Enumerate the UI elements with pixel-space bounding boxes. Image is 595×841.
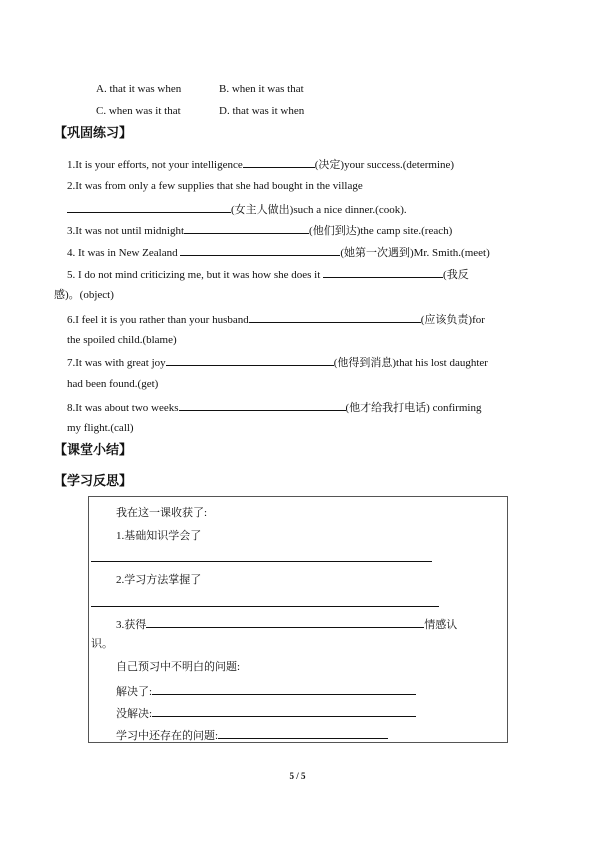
reflection-unsolved: [116, 705, 416, 721]
answer-blank[interactable]: [152, 683, 416, 695]
exercise-7-line2: had been found.(get): [67, 378, 159, 390]
reflection-remaining: [116, 727, 388, 743]
page-number: 5 / 5: [289, 771, 306, 781]
reflection-solved: [116, 683, 416, 699]
exercise-8-hint: (他才给我打电话) confirming: [345, 402, 482, 414]
exercise-5-hint: (我反: [443, 269, 469, 281]
exercise-4: [67, 244, 490, 260]
exercise-5-line2: 感)。(object): [54, 289, 114, 301]
answer-line[interactable]: [91, 606, 439, 607]
reflection-solved-label: 解决了:: [116, 686, 153, 698]
option-d: D. that was it when: [219, 105, 305, 117]
answer-blank[interactable]: [323, 266, 443, 278]
exercise-2: 2.It was from only a few supplies that she had bought in the village: [67, 180, 363, 192]
answer-blank[interactable]: [180, 244, 340, 256]
section-reflection-heading: 【学习反思】: [54, 474, 133, 489]
section-summary-heading: 【课堂小结】: [54, 443, 133, 458]
exercise-4-hint: (她第一次遇到)Mr. Smith.(meet): [340, 247, 490, 259]
reflection-item-1: 1.基础知识学会了: [116, 530, 202, 542]
answer-blank[interactable]: [249, 311, 421, 323]
option-b: B. when it was that: [219, 83, 304, 95]
exercise-6: [67, 311, 485, 327]
exercise-1-hint: (决定)your success.(determine): [314, 159, 455, 171]
exercise-4-text: 4. It was in New Zealand: [67, 247, 178, 259]
exercise-1-text: 1.It is your efforts, not your intelligence: [67, 159, 243, 171]
exercise-6-hint: (应该负责)for: [420, 314, 485, 326]
exercise-6-text: 6.I feel it is you rather than your husband: [67, 314, 249, 326]
exercise-5: [67, 266, 469, 282]
exercise-7-hint: (他得到消息)that his lost daughter: [333, 357, 488, 369]
reflection-questions-label: 自己预习中不明白的问题:: [116, 661, 241, 673]
exercise-1: [67, 156, 454, 172]
reflection-item-3-text: 3.获得: [116, 619, 147, 631]
answer-blank[interactable]: [146, 616, 424, 628]
reflection-item-3-line2: 识。: [91, 638, 113, 650]
exercise-3-text: 3.It was not until midnight: [67, 225, 185, 237]
reflection-item-2: 2.学习方法掌握了: [116, 574, 202, 586]
reflection-item-3-end: 情感认: [424, 619, 458, 631]
exercise-8-line2: my flight.(call): [67, 422, 134, 434]
answer-blank[interactable]: [166, 354, 334, 366]
reflection-item-3: [116, 616, 457, 632]
exercise-2-line2: [67, 201, 407, 217]
exercise-7: [67, 354, 488, 370]
section-practice-heading: 【巩固练习】: [54, 126, 133, 141]
exercise-5-text: 5. I do not mind criticizing me, but it was how she does it: [67, 269, 321, 281]
answer-blank[interactable]: [243, 156, 315, 168]
option-a: A. that it was when: [96, 83, 182, 95]
exercise-3-hint: (他们到达)the camp site.(reach): [309, 225, 453, 237]
answer-blank[interactable]: [152, 705, 416, 717]
exercise-8-text: 8.It was about two weeks: [67, 402, 179, 414]
answer-blank[interactable]: [67, 201, 231, 213]
exercise-3: [67, 222, 452, 238]
answer-blank[interactable]: [184, 222, 309, 234]
reflection-remaining-label: 学习中还存在的问题:: [116, 730, 219, 742]
option-c: C. when was it that: [96, 105, 181, 117]
exercise-7-text: 7.It was with great joy: [67, 357, 166, 369]
exercise-8: [67, 399, 481, 415]
answer-blank[interactable]: [218, 727, 388, 739]
answer-line[interactable]: [91, 561, 432, 562]
reflection-intro: 我在这一课收获了:: [116, 507, 208, 519]
exercise-2-hint: (女主人做出)such a nice dinner.(cook).: [231, 204, 407, 216]
exercise-6-line2: the spoiled child.(blame): [67, 334, 177, 346]
answer-blank[interactable]: [179, 399, 346, 411]
reflection-unsolved-label: 没解决:: [116, 708, 153, 720]
